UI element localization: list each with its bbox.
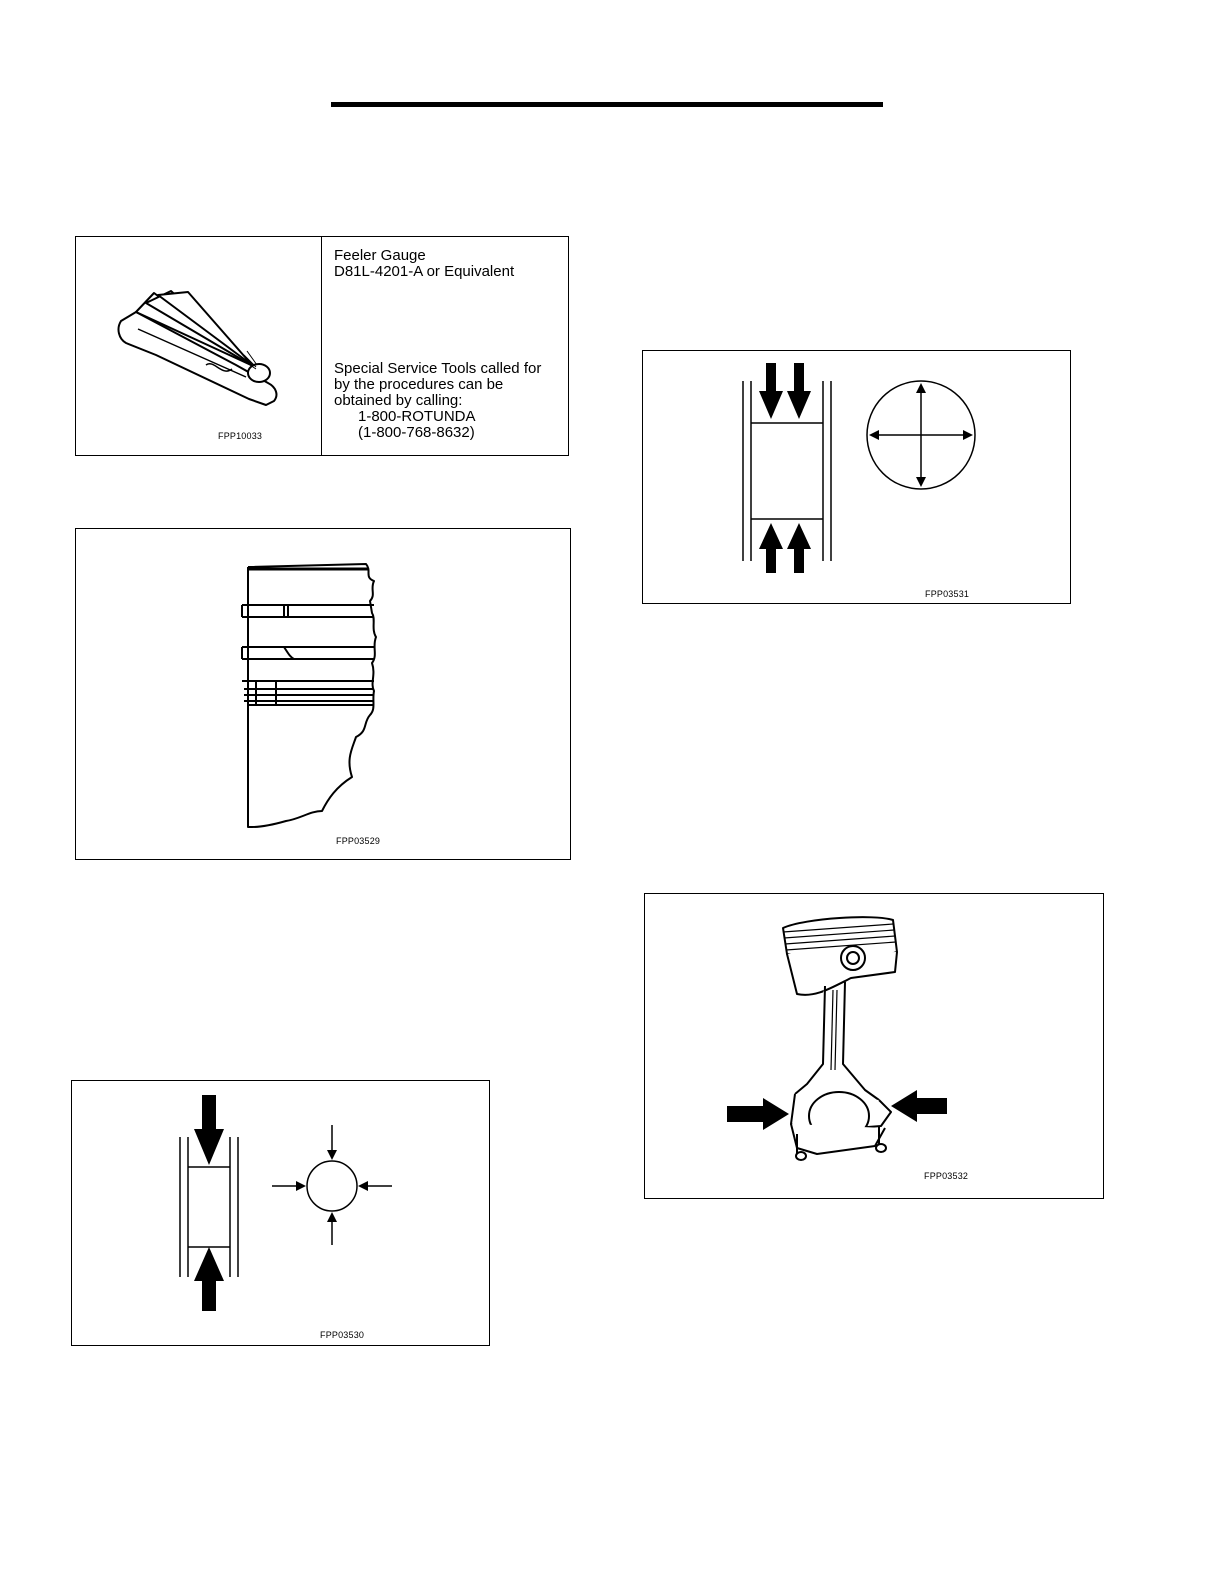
- tool-name: Feeler Gauge: [334, 247, 426, 264]
- bearing-bore-figure: [642, 350, 1071, 604]
- tool-phone-number: (1-800-768-8632): [358, 424, 475, 441]
- bore-diameter-measurement-illustration: [643, 351, 1070, 603]
- ring-groove-figure: [75, 528, 571, 860]
- tool-note-line: Special Service Tools called for: [334, 360, 542, 377]
- figure-id: FPP10033: [218, 431, 263, 441]
- figure-id: FPP03529: [336, 836, 381, 846]
- tool-note-line: by the procedures can be: [334, 376, 504, 393]
- pin-bore-figure: [71, 1080, 490, 1346]
- title-rule: [331, 102, 883, 107]
- piston-ring-groove-illustration: [76, 529, 570, 859]
- divider: [321, 237, 322, 455]
- special-tool-box: [75, 236, 569, 456]
- tool-note-line: obtained by calling:: [334, 392, 463, 409]
- connecting-rod-figure: [644, 893, 1104, 1199]
- figure-id: FPP03531: [925, 589, 970, 599]
- tool-phone-name: 1-800-ROTUNDA: [358, 408, 476, 425]
- tool-part-number: D81L-4201-A or Equivalent: [334, 263, 515, 280]
- pin-bore-measurement-illustration: [72, 1081, 489, 1345]
- feeler-gauge-illustration: [76, 237, 321, 455]
- figure-id: FPP03530: [320, 1330, 365, 1340]
- figure-id: FPP03532: [924, 1171, 969, 1181]
- connecting-rod-bore-illustration: [645, 894, 1103, 1198]
